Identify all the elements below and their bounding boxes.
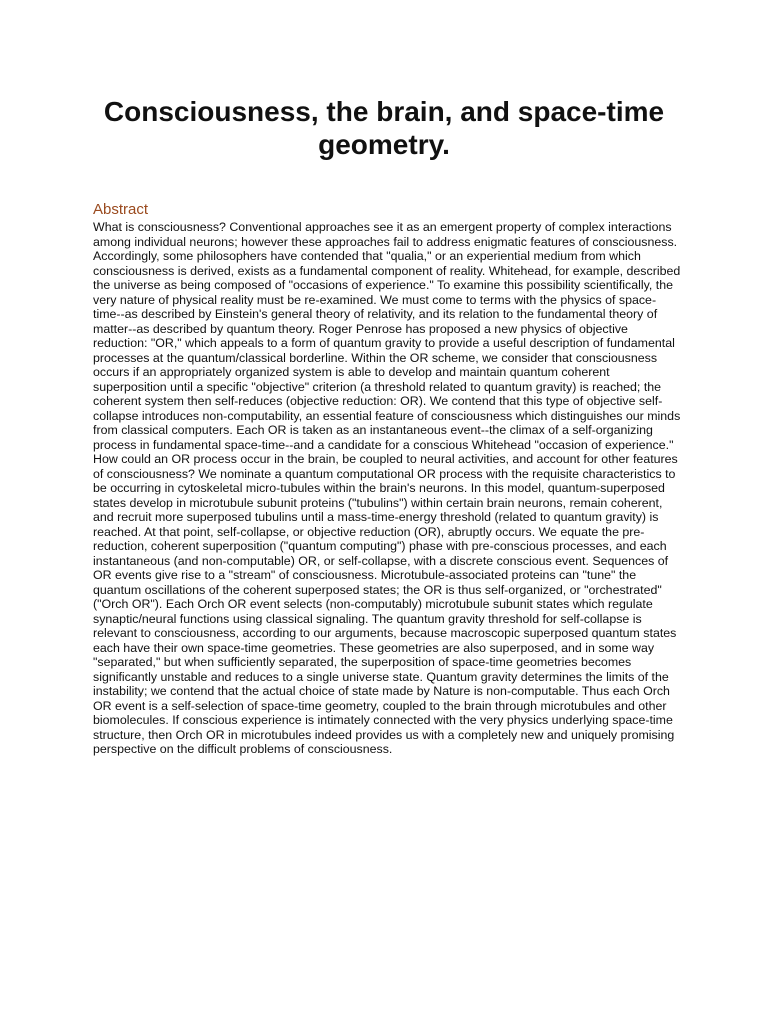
abstract-heading: Abstract: [93, 201, 149, 218]
abstract-body: What is consciousness? Conventional approaches see it as an emergent property of complex interactions among individual neurons; however these approaches fail to address enigmatic features of consciousness. Accordingly, some philosophers have contended that "qualia," or an experiential medium from which consciousness is derived, exists as a fundamental component of reality. Whitehead, for example, described the universe as being composed of "occasions of experience." To examine this possibility scientifically, the very nature of physical reality must be re-examined. We must come to terms with the physics of space-time--as described by Einstein's general theory of relativity, and its relation to the fundamental theory of matter--as described by quantum theory. Roger Penrose has proposed a new physics of objective reduction: "OR," which appeals to a form of quantum gravity to provide a useful description of fundamental processes at the quantum/classical borderline. Within the OR scheme, we consider that consciousness occurs if an appropriately organized system is able to develop and maintain quantum coherent superposition until a specific "objective" criterion (a threshold related to quantum gravity) is reached; the coherent system then self-reduces (objective reduction: OR). We contend that this type of objective self-collapse introduces non-computability, an essential feature of consciousness which distinguishes our minds from classical computers. Each OR is taken as an instantaneous event--the climax of a self-organizing process in fundamental space-time--and a candidate for a conscious Whitehead "occasion of experience." How could an OR process occur in the brain, be coupled to neural activities, and account for other features of consciousness? We nominate a quantum computational OR process with the requisite characteristics to be occurring in cytoskeletal micro-tubules within the brain's neurons. In this model, quantum-superposed states develop in microtubule subunit proteins ("tubulins") within certain brain neurons, remain coherent, and recruit more superposed tubulins until a mass-time-energy threshold (related to quantum gravity) is reached. At that point, self-collapse, or objective reduction (OR), abruptly occurs. We equate the pre-reduction, coherent superposition ("quantum computing") phase with pre-conscious processes, and each instantaneous (and non-computable) OR, or self-collapse, with a discrete conscious event. Sequences of OR events give rise to a "stream" of consciousness. Microtubule-associated proteins can "tune" the quantum oscillations of the coherent superposed states; the OR is thus self-organized, or "orchestrated" ("Orch OR"). Each Orch OR event selects (non-computably) microtubule subunit states which regulate synaptic/neural functions using classical signaling. The quantum gravity threshold for self-collapse is relevant to consciousness, according to our arguments, because macroscopic superposed quantum states each have their own space-time geometries. These geometries are also superposed, and in some way "separated," but when sufficiently separated, the superposition of space-time geometries becomes significantly unstable and reduces to a single universe state. Quantum gravity determines the limits of the instability; we contend that the actual choice of state made by Nature is non-computable. Thus each Orch OR event is a self-selection of space-time geometry, coupled to the brain through microtubules and other biomolecules. If conscious experience is intimately connected with the very physics underlying space-time structure, then Orch OR in microtubules indeed provides us with a completely new and uniquely promising perspective on the difficult problems of consciousness.: [93, 220, 681, 756]
page-title: Consciousness, the brain, and space-time geometry.: [103, 96, 665, 160]
